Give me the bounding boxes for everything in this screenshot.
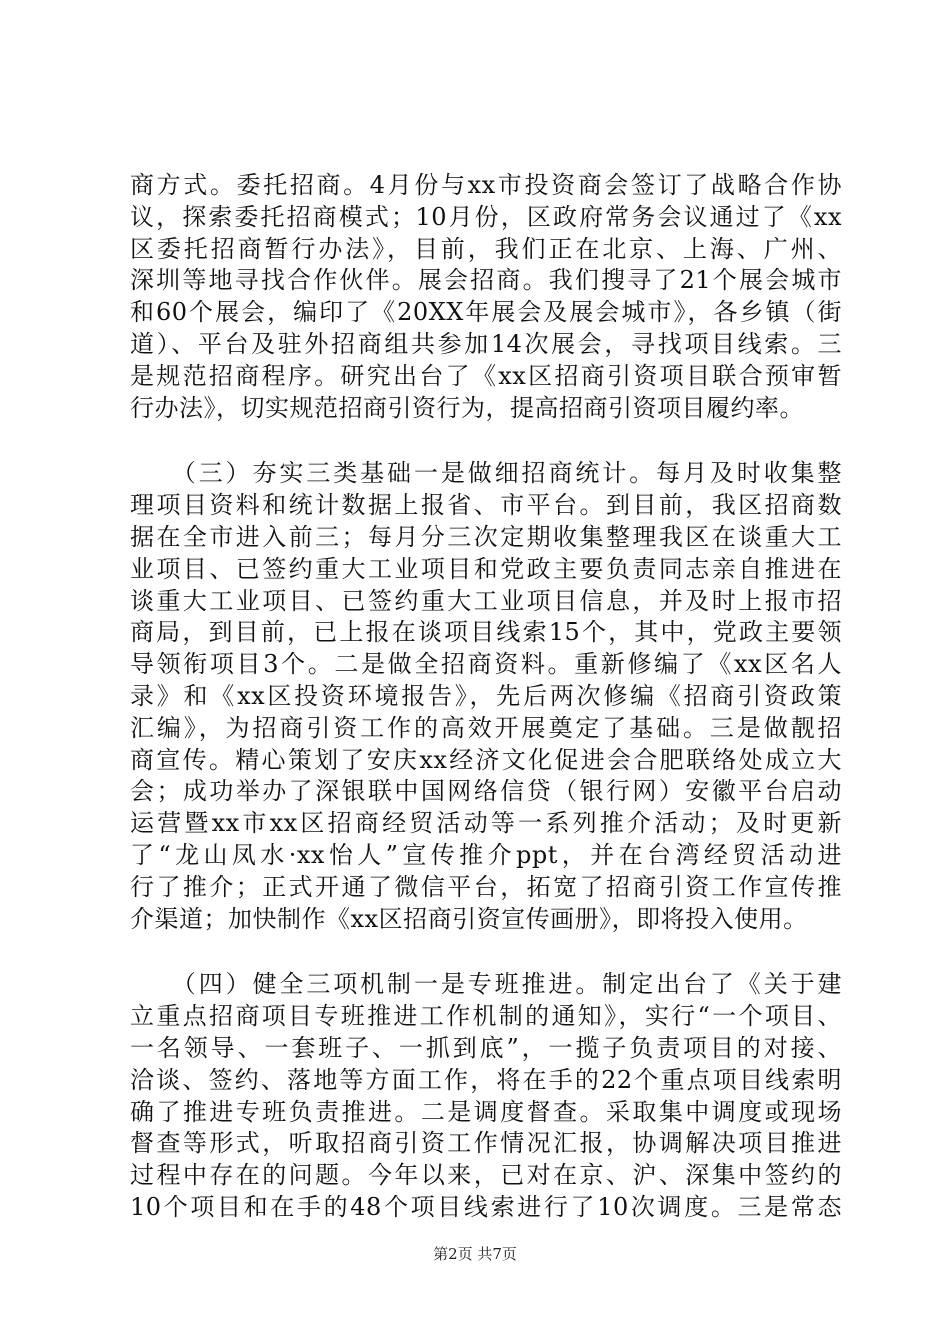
text-line: 和60个展会，编印了《20XX年展会及展会城市》，各乡镇（街: [130, 298, 842, 327]
text-line: 商方式。委托招商。4月份与xx市投资商会签订了战略合作协: [130, 171, 842, 199]
paragraph: [130, 458, 842, 935]
text-line: 了“龙山凤水·xx怡人”宣传推介ppt，并在台湾经贸活动进: [130, 840, 842, 869]
text-line: 谈重大工业项目、已签约重大工业项目信息，并及时上报市招: [130, 586, 842, 615]
text-line: 理项目资料和统计数据上报省、市平台。到目前，我区招商数: [130, 491, 842, 520]
text-line: 会；成功举办了深银联中国网络信贷（银行网）安徽平台启动: [130, 777, 842, 806]
text-line: 道）、平台及驻外招商组共参加14次展会，寻找项目线索。三: [130, 329, 842, 358]
text-line: 录》和《xx区投资环境报告》，先后两次修编《招商引资政策: [130, 681, 842, 710]
text-line: 运营暨xx市xx区招商经贸活动等一系列推介活动；及时更新: [130, 809, 842, 838]
text-line: 立重点招商项目专班推进工作机制的通知》，实行“一个项目、: [130, 1002, 842, 1031]
text-line: 商局，到目前，已上报在谈项目线索15个，其中，党政主要领: [130, 618, 842, 647]
text-line: 洽谈、签约、落地等方面工作，将在手的22个重点项目线索明: [130, 1065, 842, 1094]
text-line: 导领衔项目3个。二是做全招商资料。重新修编了《xx区名人: [130, 650, 842, 679]
paragraph: [130, 969, 842, 1223]
text-line: （三）夯实三类基础一是做细招商统计。每月及时收集整: [130, 459, 842, 488]
text-line: 区委托招商暂行办法》，目前，我们正在北京、上海、广州、: [130, 234, 842, 263]
text-line: 过程中存在的问题。今年以来，已对在京、沪、深集中签约的: [130, 1161, 842, 1190]
text-line: 商宣传。精心策划了安庆xx经济文化促进会合肥联络处成立大: [130, 745, 842, 774]
text-line: 介渠道；加快制作《xx区招商引资宣传画册》，即将投入使用。: [130, 904, 808, 933]
page-footer: 第2页 共7页: [433, 1245, 517, 1263]
text-line: 汇编》，为招商引资工作的高效开展奠定了基础。三是做靓招: [130, 713, 842, 742]
text-line: 深圳等地寻找合作伙伴。展会招商。我们搜寻了21个展会城市: [130, 266, 842, 295]
text-line: 行了推介；正式开通了微信平台，拓宽了招商引资工作宣传推: [130, 872, 842, 901]
text-line: 是规范招商程序。研究出台了《xx区招商引资项目联合预审暂: [130, 361, 842, 390]
text-line: 10个项目和在手的48个项目线索进行了10次调度。三是常态: [130, 1192, 842, 1221]
text-line: （四）健全三项机制一是专班推进。制定出台了《关于建: [130, 970, 842, 999]
text-line: 确了推进专班负责推进。二是调度督查。采取集中调度或现场: [130, 1097, 842, 1126]
text-line: 行办法》，切实规范招商引资行为，提高招商引资项目履约率。: [130, 393, 804, 422]
text-line: 议，探索委托招商模式；10月份，区政府常务会议通过了《xx: [130, 202, 842, 231]
text-line: 督查等形式，听取招商引资工作情况汇报，协调解决项目推进: [130, 1129, 842, 1158]
paragraph: [130, 170, 842, 424]
document-body: [130, 170, 842, 1258]
text-line: 一名领导、一套班子、一抓到底”，一揽子负责项目的对接、: [130, 1033, 842, 1062]
text-line: 据在全市进入前三；每月分三次定期收集整理我区在谈重大工: [130, 522, 842, 551]
text-line: 业项目、已签约重大工业项目和党政主要负责同志亲自推进在: [130, 554, 842, 583]
